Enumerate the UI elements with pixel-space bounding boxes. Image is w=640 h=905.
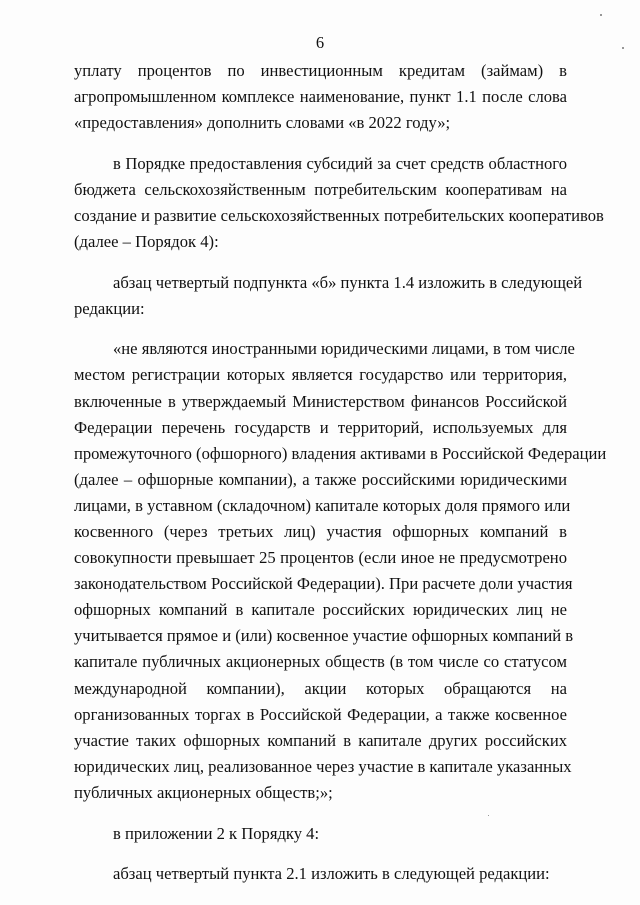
- text-line: агропромышленном комплексе наименование, пункт 1.1 после слова: [74, 87, 567, 107]
- text-line: лицами, в уставном (складочном) капитале которых доля прямого или: [74, 495, 571, 515]
- text-line: в приложении 2 к Порядку 4:: [113, 823, 320, 843]
- text-line: уплату процентов по инвестиционным кредитам (займам) в: [74, 61, 567, 80]
- document-body: [74, 58, 607, 887]
- text-line: (далее – офшорные компании), а также российскими юридическими: [74, 469, 567, 489]
- text-line: бюджета сельскохозяйственным потребительским кооперативам на: [74, 179, 567, 199]
- text-line: абзац четвертый пункта 2.1 изложить в следующей редакции:: [113, 864, 550, 884]
- paragraph: [74, 270, 583, 322]
- scan-speck: [488, 815, 489, 816]
- page-number: 6: [315, 33, 325, 52]
- quoted-paragraph: [74, 336, 607, 806]
- text-line: публичных акционерных обществ;»;: [74, 782, 333, 802]
- text-line: в Порядке предоставления субсидий за счет средств областного: [113, 153, 567, 173]
- text-line: абзац четвертый подпункта «б» пункта 1.4 изложить в следующей: [113, 272, 583, 292]
- text-line: редакции:: [74, 298, 145, 318]
- text-line: учитывается прямое и (или) косвенное участие офшорных компаний в: [74, 626, 574, 646]
- text-line: офшорных компаний в капитале российских юридических лиц не: [74, 600, 567, 620]
- text-line: капитале публичных акционерных обществ (в том числе со статусом: [74, 652, 567, 672]
- text-line: международной компании), акции которых обращаются на: [74, 678, 567, 698]
- text-line: (далее – Порядок 4):: [74, 232, 219, 252]
- scan-speck: [622, 47, 624, 49]
- text-line: участие таких офшорных компаний в капитале других российских: [74, 730, 567, 750]
- scan-speck: [600, 14, 602, 16]
- text-line: организованных торгах в Российской Федерации, а также косвенное: [74, 704, 567, 724]
- text-line: Федерации перечень государств и территорий, используемых для: [74, 417, 567, 437]
- paragraph: [74, 151, 604, 255]
- text-line: «не являются иностранными юридическими лицами, в том числе: [113, 339, 575, 359]
- text-line: «предоставления» дополнить словами «в 2022 году»;: [74, 113, 451, 133]
- text-line: законодательством Российской Федерации). При расчете доли участия: [74, 574, 573, 594]
- text-line: местом регистрации которых является государство или территория,: [74, 365, 567, 385]
- text-line: совокупности превышает 25 процентов (если иное не предусмотрено: [74, 548, 567, 568]
- text-line: косвенного (через третьих лиц) участия офшорных компаний в: [74, 522, 567, 541]
- text-line: создание и развитие сельскохозяйственных потребительских кооперативов: [74, 205, 604, 225]
- text-line: включенные в утверждаемый Министерством финансов Российской: [74, 391, 567, 411]
- text-line: юридических лиц, реализованное через участие в капитале указанных: [74, 756, 572, 776]
- paragraph: [74, 58, 567, 136]
- paragraph: [74, 861, 567, 887]
- paragraph: [74, 821, 567, 847]
- text-line: промежуточного (офшорного) владения активами в Российской Федерации: [74, 443, 607, 463]
